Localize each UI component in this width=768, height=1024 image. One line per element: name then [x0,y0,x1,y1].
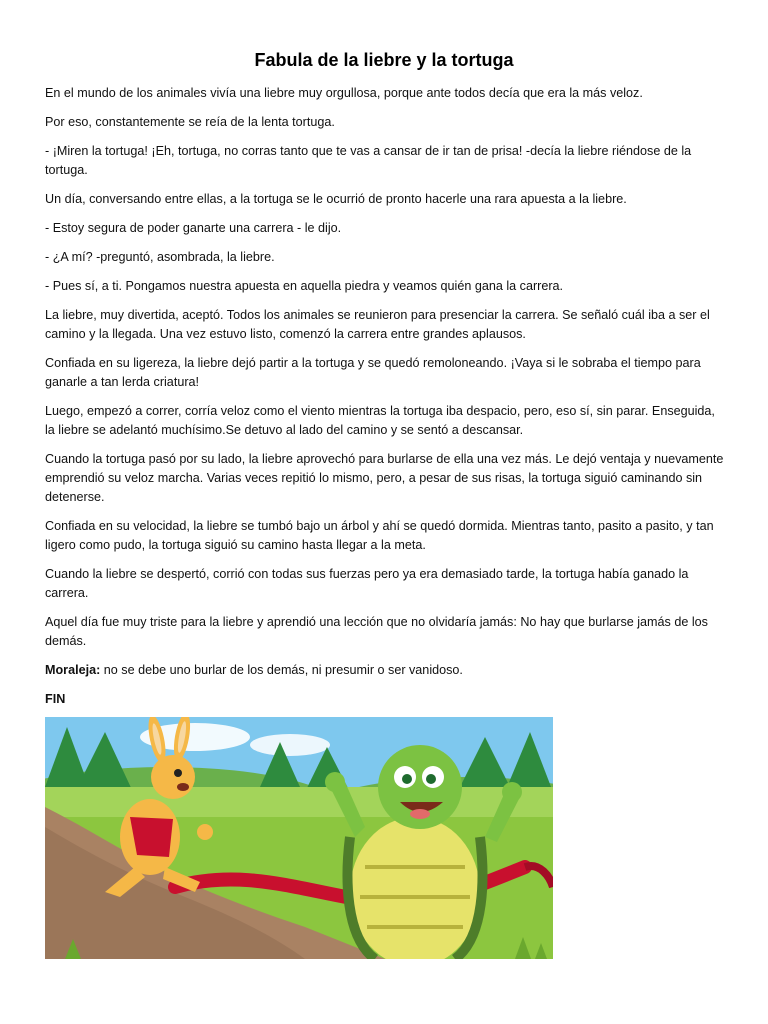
grass-light [45,787,553,817]
end-marker [45,690,725,709]
paragraph: Cuando la liebre se despertó, corrió con todas sus fuerzas pero ya era demasiado tarde, la tortuga había ganado la carrera. [45,567,689,600]
paragraph: Luego, empezó a correr, corría veloz como el viento mientras la tortuga iba despacio, pero, eso sí, sin parar. Enseguida, la liebre se adelantó muchísimo.Se detuvo al lado del camino y se sentó a descansar. [45,404,715,437]
hare-tortoise-illustration [45,717,553,959]
paragraph: En el mundo de los animales vivía una liebre muy orgullosa, porque ante todos decía que era la más veloz. [45,86,643,100]
moral-text: no se debe uno burlar de los demás, ni presumir o ser vanidoso. [100,663,463,677]
paragraph: Confiada en su velocidad, la liebre se tumbó bajo un árbol y ahí se quedó dormida. Mientras tanto, pasito a pasito, y tan ligero como pudo, la tortuga siguió su camino hasta llegar a la meta. [45,519,714,552]
paragraph: Un día, conversando entre ellas, a la tortuga se le ocurrió de pronto hacerle una rara apuesta a la liebre. [45,192,627,206]
paragraph: - Pues sí, a ti. Pongamos nuestra apuesta en aquella piedra y veamos quién gana la carrera. [45,279,564,293]
moral-label: Moraleja: [45,663,101,677]
paragraph: Cuando la tortuga pasó por su lado, la liebre aprovechó para burlarse de ella una vez más. Le dejó ventaja y nuevamente emprendió su veloz marcha. Varias veces repitió lo mismo, pero, a pesar de sus risas, la tortuga siguió caminando sin detenerse. [45,452,724,504]
paragraph: - ¡Miren la tortuga! ¡Eh, tortuga, no corras tanto que te vas a cansar de ir tan de prisa! -decía la liebre riéndose de la tortuga. [45,144,692,177]
moral-paragraph [45,661,725,680]
paragraph: Confiada en su ligereza, la liebre dejó partir a la tortuga y se quedó remoloneando. ¡Vaya si le sobraba el tiempo para ganarle a tan lerda criatura! [45,356,701,389]
cloud [250,734,330,756]
document-title: Fabula de la liebre y la tortuga [254,50,514,70]
paragraph: La liebre, muy divertida, aceptó. Todos los animales se reunieron para presenciar la carrera. Se señaló cuál iba a ser el camino y la llegada. Una vez estuvo listo, comenzó la carrera entre grandes aplausos. [45,308,710,341]
paragraph: - Estoy segura de poder ganarte una carrera - le dijo. [45,221,342,235]
paragraph: - ¿A mí? -preguntó, asombrada, la liebre. [45,250,275,264]
story-body [45,84,725,719]
end-label: FIN [45,692,66,706]
paragraph: Por eso, constantemente se reía de la lenta tortuga. [45,115,335,129]
paragraph: Aquel día fue muy triste para la liebre y aprendió una lección que no olvidaría jamás: No hay que burlarse jamás de los demás. [45,615,708,648]
